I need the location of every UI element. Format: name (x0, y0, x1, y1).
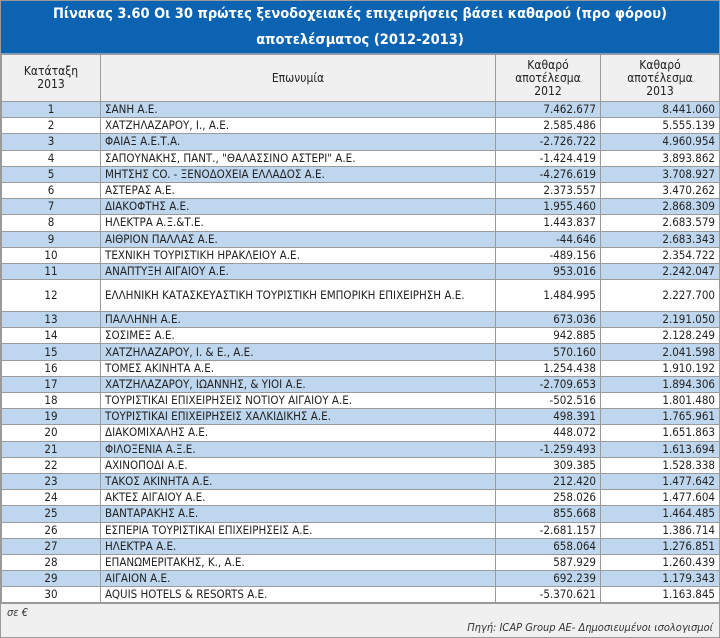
value-2012-cell: 855.668 (496, 506, 601, 522)
name-cell: ΧΑΤΖΗΛΑΖΑΡΟΥ, Ι., Α.Ε. (101, 118, 496, 134)
name-cell: ΗΛΕΚΤΡΑ Α.Ε. (101, 538, 496, 554)
rank-cell: 28 (2, 554, 101, 570)
table-row (2, 441, 720, 457)
table-row (2, 522, 720, 538)
value-2013-cell: 2.041.598 (601, 344, 720, 360)
value-2012-cell: 692.239 (496, 571, 601, 587)
source-note: Πηγή: ICAP Group AE- Δημοσιευμένοι ισολογισμοί (467, 621, 713, 635)
value-2012-cell: 1.484.995 (496, 280, 601, 312)
value-2012-cell: -489.156 (496, 247, 601, 263)
value-2012-cell: 1.443.837 (496, 215, 601, 231)
value-2012-cell: 2.585.486 (496, 118, 601, 134)
rank-cell: 7 (2, 199, 101, 215)
rank-cell: 18 (2, 393, 101, 409)
value-2012-cell: 673.036 (496, 312, 601, 328)
unit-note: σε € (7, 606, 29, 620)
table-row (2, 473, 720, 489)
value-2013-cell: 1.801.480 (601, 393, 720, 409)
name-cell: ΑΚΤΕΣ ΑΙΓΑΙΟΥ Α.Ε. (101, 490, 496, 506)
rank-cell: 29 (2, 571, 101, 587)
value-2013-cell: 1.528.338 (601, 457, 720, 473)
name-cell: AQUIS HOTELS & RESORTS Α.Ε. (101, 587, 496, 603)
value-2012-cell: -1.424.419 (496, 150, 601, 166)
rank-cell: 1 (2, 102, 101, 118)
value-2012-cell: 498.391 (496, 409, 601, 425)
value-2013-cell: 3.893.862 (601, 150, 720, 166)
value-2012-cell: -44.646 (496, 231, 601, 247)
table-row (2, 150, 720, 166)
name-cell: ΠΑΛΛΗΝΗ Α.Ε. (101, 312, 496, 328)
value-2013-cell: 1.179.343 (601, 571, 720, 587)
rank-cell: 12 (2, 280, 101, 312)
rank-cell: 16 (2, 360, 101, 376)
rank-cell: 2 (2, 118, 101, 134)
value-2012-cell: 1.955.460 (496, 199, 601, 215)
table-row (2, 376, 720, 392)
value-2012-cell: 448.072 (496, 425, 601, 441)
value-2013-cell: 2.191.050 (601, 312, 720, 328)
name-cell: ΣΑΝΗ Α.Ε. (101, 102, 496, 118)
value-2012-cell: -1.259.493 (496, 441, 601, 457)
value-2013-cell: 2.868.309 (601, 199, 720, 215)
rank-cell: 20 (2, 425, 101, 441)
name-cell: ΦΙΛΟΞΕΝΙΑ Α.Ξ.Ε. (101, 441, 496, 457)
value-2013-cell: 3.470.262 (601, 182, 720, 198)
table-row (2, 102, 720, 118)
title-line-2: αποτελέσματος (2012-2013) (256, 32, 464, 48)
table-title (1, 1, 719, 54)
value-2012-cell: 212.420 (496, 473, 601, 489)
value-2013-cell: 1.651.863 (601, 425, 720, 441)
rank-cell: 27 (2, 538, 101, 554)
name-cell: ΔΙΑΚΟΦΤΗΣ Α.Ε. (101, 199, 496, 215)
table-row (2, 425, 720, 441)
rank-cell: 21 (2, 441, 101, 457)
table-row (2, 538, 720, 554)
value-2013-cell: 3.708.927 (601, 166, 720, 182)
name-cell: ΤΟΜΕΣ ΑΚΙΝΗΤΑ Α.Ε. (101, 360, 496, 376)
ranking-table (1, 54, 720, 603)
name-cell: ΤΟΥΡΙΣΤΙΚΑΙ ΕΠΙΧΕΙΡΗΣΕΙΣ ΝΟΤΙΟΥ ΑΙΓΑΙΟΥ Α.Ε. (101, 393, 496, 409)
name-cell: ΦΑΙΑΞ Α.Ε.Τ.Α. (101, 134, 496, 150)
name-cell: ΑΝΑΠΤΥΞΗ ΑΙΓΑΙΟΥ Α.Ε. (101, 263, 496, 279)
value-2012-cell: 1.254.438 (496, 360, 601, 376)
rank-cell: 8 (2, 215, 101, 231)
table-row (2, 490, 720, 506)
name-cell: ΑΙΘΡΙΟΝ ΠΑΛΛΑΣ Α.Ε. (101, 231, 496, 247)
value-2012-cell: 2.373.557 (496, 182, 601, 198)
rank-cell: 23 (2, 473, 101, 489)
value-2012-cell: -2.726.722 (496, 134, 601, 150)
value-2012-cell: 658.064 (496, 538, 601, 554)
rank-cell: 24 (2, 490, 101, 506)
rank-cell: 14 (2, 328, 101, 344)
rank-cell: 10 (2, 247, 101, 263)
name-cell: ΣΑΠΟΥΝΑΚΗΣ, ΠΑΝΤ., "ΘΑΛΑΣΣΙΝΟ ΑΣΤΕΡΙ" Α.Ε. (101, 150, 496, 166)
rank-cell: 17 (2, 376, 101, 392)
value-2012-cell: -2.709.653 (496, 376, 601, 392)
value-2013-cell: 1.477.604 (601, 490, 720, 506)
table-row (2, 166, 720, 182)
table-row (2, 554, 720, 570)
name-cell: ΑΧΙΝΟΠΟΔΙ Α.Ε. (101, 457, 496, 473)
name-cell: ΒΑΝΤΑΡΑΚΗΣ Α.Ε. (101, 506, 496, 522)
value-2013-cell: 2.683.343 (601, 231, 720, 247)
rank-cell: 15 (2, 344, 101, 360)
value-2013-cell: 1.260.439 (601, 554, 720, 570)
name-cell: ΑΙΓΑΙΟΝ Α.Ε. (101, 571, 496, 587)
table-footer (1, 603, 719, 637)
value-2012-cell: -4.276.619 (496, 166, 601, 182)
name-cell: ΕΛΛΗΝΙΚΗ ΚΑΤΑΣΚΕΥΑΣΤΙΚΗ ΤΟΥΡΙΣΤΙΚΗ ΕΜΠΟΡΙΚΗ ΕΠΙΧΕΙΡΗΣΗ Α.Ε. (101, 280, 496, 312)
name-cell: ΧΑΤΖΗΛΑΖΑΡΟΥ, Ι. & Ε., Α.Ε. (101, 344, 496, 360)
value-2012-cell: 570.160 (496, 344, 601, 360)
table-row (2, 571, 720, 587)
value-2013-cell: 2.128.249 (601, 328, 720, 344)
rank-cell: 11 (2, 263, 101, 279)
value-2013-cell: 1.163.845 (601, 587, 720, 603)
value-2012-cell: 258.026 (496, 490, 601, 506)
title-line-1: Πίνακας 3.60 Οι 30 πρώτες ξενοδοχειακές επιχειρήσεις βάσει καθαρού (προ φόρου) (53, 6, 667, 22)
rank-cell: 5 (2, 166, 101, 182)
name-cell: ΤΕΧΝΙΚΗ ΤΟΥΡΙΣΤΙΚΗ ΗΡΑΚΛΕΙΟΥ Α.Ε. (101, 247, 496, 263)
table-row (2, 506, 720, 522)
value-2012-cell: 942.885 (496, 328, 601, 344)
name-cell: ΜΗΤΣΗΣ CO. - ΞΕΝΟΔΟΧΕΙΑ ΕΛΛΑΔΟΣ Α.Ε. (101, 166, 496, 182)
value-2012-cell: -502.516 (496, 393, 601, 409)
value-2012-cell: 953.016 (496, 263, 601, 279)
table-row (2, 231, 720, 247)
table-row (2, 587, 720, 603)
table-row (2, 344, 720, 360)
value-2013-cell: 8.441.060 (601, 102, 720, 118)
table-row (2, 280, 720, 312)
rank-cell: 13 (2, 312, 101, 328)
rank-cell: 25 (2, 506, 101, 522)
header-2012: Καθαρό αποτέλεσμα 2012 (496, 55, 601, 102)
name-cell: ΤΟΥΡΙΣΤΙΚΑΙ ΕΠΙΧΕΙΡΗΣΕΙΣ ΧΑΛΚΙΔΙΚΗΣ Α.Ε. (101, 409, 496, 425)
name-cell: ΧΑΤΖΗΛΑΖΑΡΟΥ, ΙΩΑΝΝΗΣ, & ΥΙΟΙ Α.Ε. (101, 376, 496, 392)
rank-cell: 30 (2, 587, 101, 603)
name-cell: ΑΣΤΕΡΑΣ Α.Ε. (101, 182, 496, 198)
value-2012-cell: -2.681.157 (496, 522, 601, 538)
table-row (2, 328, 720, 344)
rank-cell: 9 (2, 231, 101, 247)
table-row (2, 182, 720, 198)
value-2013-cell: 2.227.700 (601, 280, 720, 312)
table-row (2, 215, 720, 231)
rank-cell: 3 (2, 134, 101, 150)
value-2012-cell: 309.385 (496, 457, 601, 473)
value-2013-cell: 4.960.954 (601, 134, 720, 150)
header-2013: Καθαρό αποτέλεσμα 2013 (601, 55, 720, 102)
table-row (2, 360, 720, 376)
header-name: Επωνυμία (101, 55, 496, 102)
value-2013-cell: 1.910.192 (601, 360, 720, 376)
name-cell: ΗΛΕΚΤΡΑ Α.Ξ.&Τ.Ε. (101, 215, 496, 231)
table-row (2, 199, 720, 215)
value-2013-cell: 1.613.694 (601, 441, 720, 457)
value-2013-cell: 1.464.485 (601, 506, 720, 522)
table-row (2, 247, 720, 263)
name-cell: ΤΑΚΟΣ ΑΚΙΝΗΤΑ Α.Ε. (101, 473, 496, 489)
table-header-row (2, 55, 720, 102)
rank-cell: 4 (2, 150, 101, 166)
header-rank: Κατάταξη 2013 (2, 55, 101, 102)
value-2013-cell: 1.765.961 (601, 409, 720, 425)
value-2013-cell: 1.477.642 (601, 473, 720, 489)
value-2013-cell: 1.276.851 (601, 538, 720, 554)
table-row (2, 457, 720, 473)
table-row (2, 118, 720, 134)
rank-cell: 26 (2, 522, 101, 538)
value-2013-cell: 1.894.306 (601, 376, 720, 392)
rank-cell: 19 (2, 409, 101, 425)
table-row (2, 312, 720, 328)
value-2013-cell: 2.242.047 (601, 263, 720, 279)
value-2013-cell: 5.555.139 (601, 118, 720, 134)
value-2012-cell: 587.929 (496, 554, 601, 570)
value-2013-cell: 1.386.714 (601, 522, 720, 538)
table-row (2, 409, 720, 425)
table-row (2, 393, 720, 409)
table-row (2, 134, 720, 150)
table-row (2, 263, 720, 279)
name-cell: ΣΟΣΙΜΕΞ Α.Ε. (101, 328, 496, 344)
name-cell: ΔΙΑΚΟΜΙΧΑΛΗΣ Α.Ε. (101, 425, 496, 441)
name-cell: ΕΠΑΝΩΜΕΡΙΤΑΚΗΣ, Κ., Α.Ε. (101, 554, 496, 570)
value-2012-cell: 7.462.677 (496, 102, 601, 118)
value-2013-cell: 2.354.722 (601, 247, 720, 263)
rank-cell: 6 (2, 182, 101, 198)
name-cell: ΕΣΠΕΡΙΑ ΤΟΥΡΙΣΤΙΚΑΙ ΕΠΙΧΕΙΡΗΣΕΙΣ Α.Ε. (101, 522, 496, 538)
value-2012-cell: -5.370.621 (496, 587, 601, 603)
rank-cell: 22 (2, 457, 101, 473)
value-2013-cell: 2.683.579 (601, 215, 720, 231)
